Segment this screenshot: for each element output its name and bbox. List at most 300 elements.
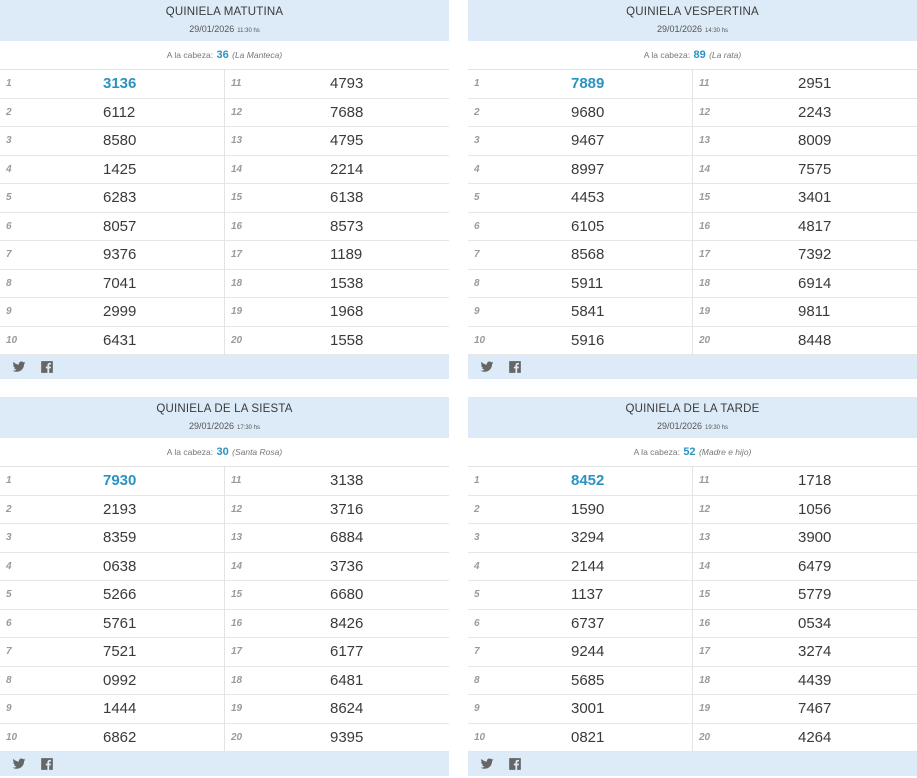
result-number: 7041 [103, 274, 137, 292]
result-position: 4 [474, 163, 480, 175]
result-row [693, 610, 917, 639]
draw-time: 14:30 hs [705, 28, 729, 34]
result-position: 10 [6, 731, 18, 743]
twitter-icon[interactable] [480, 757, 494, 771]
result-row [468, 610, 692, 639]
result-row [468, 695, 692, 724]
card-title: QUINIELA MATUTINA [165, 6, 284, 18]
result-row [0, 638, 224, 667]
twitter-icon[interactable] [12, 360, 26, 374]
card-footer [0, 752, 449, 776]
result-row [0, 524, 224, 553]
cabeza-number: 89 [693, 49, 706, 61]
result-row [468, 327, 692, 356]
result-number: 4453 [571, 189, 605, 207]
result-row [468, 581, 692, 610]
result-number: 8568 [571, 246, 605, 264]
result-position: 4 [6, 560, 12, 572]
result-position: 17 [699, 646, 711, 658]
cabeza-line [468, 41, 917, 70]
twitter-icon[interactable] [12, 757, 26, 771]
result-number: 5916 [571, 331, 605, 349]
result-number: 7575 [798, 160, 832, 178]
quiniela-card [0, 397, 449, 776]
cabeza-label: A la cabeza: [633, 447, 680, 457]
result-number: 1189 [330, 246, 363, 264]
result-number: 6884 [330, 529, 364, 547]
result-row [693, 156, 917, 185]
result-position: 14 [699, 560, 711, 572]
card-header [0, 397, 449, 438]
result-number: 8580 [103, 132, 137, 150]
result-row [0, 70, 224, 99]
result-number: 7521 [103, 643, 137, 661]
card-date [468, 24, 917, 36]
results-column-right [225, 70, 449, 355]
result-position: 20 [231, 334, 243, 346]
result-position: 5 [474, 192, 480, 204]
result-position: 18 [699, 674, 711, 686]
result-number: 5761 [103, 614, 137, 632]
result-position: 15 [231, 589, 243, 601]
result-row [225, 610, 449, 639]
result-number: 6105 [571, 217, 605, 235]
result-number: 5266 [103, 586, 137, 604]
result-row [0, 184, 224, 213]
result-row [225, 327, 449, 356]
result-position: 18 [231, 674, 243, 686]
result-row [225, 667, 449, 696]
result-row [0, 241, 224, 270]
result-number: 7930 [103, 472, 137, 490]
result-position: 12 [231, 106, 243, 118]
result-position: 18 [231, 277, 243, 289]
results-grid [468, 70, 917, 355]
result-position: 7 [474, 646, 480, 658]
quiniela-card [468, 0, 917, 379]
result-position: 20 [231, 731, 243, 743]
result-row [468, 184, 692, 213]
result-row [225, 184, 449, 213]
result-number: 2144 [571, 557, 605, 575]
result-number: 8426 [330, 614, 364, 632]
result-number: 5841 [571, 303, 605, 321]
result-position: 9 [6, 306, 12, 318]
results-column-right [693, 70, 917, 355]
result-row [468, 724, 692, 753]
result-number: 8997 [571, 160, 605, 178]
result-position: 2 [6, 503, 12, 515]
result-position: 16 [699, 617, 711, 629]
draw-time: 19:30 hs [705, 425, 729, 431]
result-number: 1425 [103, 160, 137, 178]
result-number: 3401 [798, 189, 832, 207]
result-number: 3294 [571, 529, 605, 547]
result-number: 8009 [798, 132, 832, 150]
result-row [0, 610, 224, 639]
result-number: 5911 [571, 274, 604, 292]
result-position: 18 [699, 277, 711, 289]
result-row [0, 724, 224, 753]
result-number: 7392 [798, 246, 832, 264]
draw-date: 29/01/2026 [189, 24, 235, 34]
result-number: 3900 [798, 529, 832, 547]
cabeza-number: 36 [216, 49, 229, 61]
cabeza-line [468, 438, 917, 467]
result-position: 6 [474, 617, 480, 629]
result-row [693, 667, 917, 696]
result-number: 3138 [330, 472, 364, 490]
result-position: 15 [699, 192, 711, 204]
card-footer [0, 355, 449, 379]
result-row [225, 496, 449, 525]
result-row [0, 156, 224, 185]
result-row [225, 99, 449, 128]
result-row [693, 467, 917, 496]
results-column-left [0, 70, 225, 355]
result-row [468, 553, 692, 582]
result-position: 5 [6, 192, 12, 204]
result-position: 1 [6, 78, 12, 90]
result-number: 2214 [330, 160, 364, 178]
cabeza-name: (Madre e hijo) [698, 447, 752, 457]
result-row [468, 213, 692, 242]
result-row [468, 241, 692, 270]
twitter-icon[interactable] [480, 360, 494, 374]
result-position: 19 [231, 703, 243, 715]
result-number: 0821 [571, 728, 605, 746]
result-number: 7688 [330, 103, 364, 121]
result-position: 19 [231, 306, 243, 318]
result-number: 6283 [103, 189, 137, 207]
result-row [225, 553, 449, 582]
result-position: 6 [474, 220, 480, 232]
result-position: 19 [699, 306, 711, 318]
cabeza-line [0, 41, 449, 70]
result-row [693, 241, 917, 270]
result-number: 1718 [798, 472, 832, 490]
result-row [693, 638, 917, 667]
result-row [693, 581, 917, 610]
result-number: 8624 [330, 700, 364, 718]
result-row [693, 524, 917, 553]
result-row [468, 156, 692, 185]
result-position: 17 [231, 646, 243, 658]
result-position: 16 [231, 220, 243, 232]
result-position: 14 [231, 560, 243, 572]
result-row [0, 270, 224, 299]
result-position: 10 [6, 334, 18, 346]
result-position: 19 [699, 703, 711, 715]
result-position: 13 [699, 532, 711, 544]
card-header [468, 0, 917, 41]
result-position: 3 [474, 532, 480, 544]
result-number: 6914 [798, 274, 832, 292]
draw-date: 29/01/2026 [188, 421, 234, 431]
result-position: 8 [6, 277, 12, 289]
result-row [468, 298, 692, 327]
result-position: 20 [699, 334, 711, 346]
result-number: 9680 [571, 103, 605, 121]
result-number: 4817 [798, 217, 832, 235]
result-row [225, 241, 449, 270]
facebook-icon[interactable] [40, 757, 54, 771]
cabeza-label: A la cabeza: [166, 447, 214, 457]
result-number: 3136 [103, 75, 137, 93]
result-row [468, 667, 692, 696]
result-position: 3 [474, 135, 480, 147]
cabeza-name: (Santa Rosa) [232, 447, 283, 457]
result-position: 13 [699, 135, 711, 147]
result-position: 8 [474, 277, 480, 289]
result-position: 3 [6, 135, 12, 147]
result-position: 10 [474, 731, 486, 743]
result-number: 1968 [330, 303, 364, 321]
result-number: 6680 [330, 586, 364, 604]
result-row [468, 99, 692, 128]
quiniela-card [468, 397, 917, 776]
result-row [225, 270, 449, 299]
cabeza-label: A la cabeza: [166, 50, 214, 60]
result-position: 2 [474, 106, 480, 118]
result-row [0, 695, 224, 724]
result-position: 2 [6, 106, 12, 118]
result-number: 6737 [571, 614, 605, 632]
result-row [468, 70, 692, 99]
result-number: 5779 [798, 586, 832, 604]
results-column-right [225, 467, 449, 752]
card-title: QUINIELA DE LA TARDE [625, 403, 760, 415]
result-position: 6 [6, 617, 12, 629]
result-number: 1137 [571, 586, 604, 604]
result-row [693, 553, 917, 582]
result-number: 7889 [571, 75, 605, 93]
result-position: 17 [231, 249, 243, 261]
result-number: 9811 [798, 303, 831, 321]
facebook-icon[interactable] [508, 360, 522, 374]
cabeza-line [0, 438, 449, 467]
result-position: 8 [474, 674, 480, 686]
result-number: 6112 [103, 103, 136, 121]
result-row [0, 553, 224, 582]
result-number: 8573 [330, 217, 364, 235]
result-number: 2193 [103, 500, 137, 518]
result-position: 7 [474, 249, 480, 261]
card-date [0, 24, 449, 36]
card-footer [468, 355, 917, 379]
result-position: 5 [474, 589, 480, 601]
result-number: 6138 [330, 189, 364, 207]
result-position: 15 [699, 589, 711, 601]
result-position: 1 [474, 475, 480, 487]
result-row [693, 99, 917, 128]
cabeza-name: (La Manteca) [232, 50, 283, 60]
result-row [0, 298, 224, 327]
result-position: 1 [474, 78, 480, 90]
result-position: 12 [699, 503, 711, 515]
result-position: 2 [474, 503, 480, 515]
result-number: 2999 [103, 303, 137, 321]
result-number: 9395 [330, 728, 364, 746]
result-position: 8 [6, 674, 12, 686]
result-number: 6862 [103, 728, 137, 746]
result-row [225, 724, 449, 753]
result-number: 9467 [571, 132, 605, 150]
results-grid [0, 467, 449, 752]
result-number: 4264 [798, 728, 832, 746]
result-row [225, 581, 449, 610]
result-row [0, 127, 224, 156]
result-row [0, 581, 224, 610]
cabeza-name: (La rata) [709, 50, 742, 60]
result-number: 3716 [330, 500, 364, 518]
result-position: 13 [231, 532, 243, 544]
result-row [225, 524, 449, 553]
result-position: 20 [699, 731, 711, 743]
result-row [0, 467, 224, 496]
result-position: 16 [699, 220, 711, 232]
result-number: 4439 [798, 671, 832, 689]
result-position: 4 [474, 560, 480, 572]
result-row [468, 496, 692, 525]
result-number: 0534 [798, 614, 832, 632]
result-number: 8452 [571, 472, 605, 490]
result-number: 1444 [103, 700, 137, 718]
quiniela-card [0, 0, 449, 379]
result-position: 5 [6, 589, 12, 601]
result-number: 4795 [330, 132, 364, 150]
result-position: 11 [699, 475, 710, 487]
result-number: 6177 [330, 643, 364, 661]
result-row [468, 467, 692, 496]
result-row [0, 99, 224, 128]
results-column-left [0, 467, 225, 752]
card-title: QUINIELA VESPERTINA [626, 6, 759, 18]
result-position: 12 [699, 106, 711, 118]
draw-time: 17:30 hs [237, 425, 261, 431]
card-header [468, 397, 917, 438]
cabeza-label: A la cabeza: [643, 50, 691, 60]
draw-date: 29/01/2026 [656, 421, 702, 431]
result-row [693, 184, 917, 213]
result-position: 1 [6, 475, 12, 487]
result-number: 6431 [103, 331, 137, 349]
result-row [225, 70, 449, 99]
results-column-left [468, 467, 693, 752]
result-position: 3 [6, 532, 12, 544]
card-date [0, 421, 449, 433]
result-number: 8448 [798, 331, 832, 349]
result-row [693, 496, 917, 525]
result-row [0, 213, 224, 242]
cabeza-number: 52 [683, 446, 696, 458]
result-number: 0638 [103, 557, 137, 575]
result-position: 14 [231, 163, 243, 175]
result-row [693, 270, 917, 299]
result-position: 9 [6, 703, 12, 715]
result-number: 1558 [330, 331, 364, 349]
facebook-icon[interactable] [40, 360, 54, 374]
result-position: 17 [699, 249, 711, 261]
card-title: QUINIELA DE LA SIESTA [156, 403, 293, 415]
result-position: 9 [474, 306, 480, 318]
result-row [693, 695, 917, 724]
result-position: 11 [699, 78, 710, 90]
result-row [225, 467, 449, 496]
results-grid [0, 70, 449, 355]
result-position: 4 [6, 163, 12, 175]
result-position: 12 [231, 503, 243, 515]
results-grid [468, 467, 917, 752]
result-row [225, 695, 449, 724]
results-column-left [468, 70, 693, 355]
result-number: 3274 [798, 643, 832, 661]
result-row [0, 667, 224, 696]
card-header [0, 0, 449, 41]
card-date [468, 421, 917, 433]
result-position: 13 [231, 135, 243, 147]
result-position: 14 [699, 163, 711, 175]
result-position: 7 [6, 646, 12, 658]
result-position: 15 [231, 192, 243, 204]
result-row [225, 638, 449, 667]
facebook-icon[interactable] [508, 757, 522, 771]
result-number: 8359 [103, 529, 137, 547]
draw-time: 11:30 hs [237, 28, 260, 34]
result-number: 3001 [571, 700, 605, 718]
cabeza-number: 30 [216, 446, 229, 458]
result-row [468, 127, 692, 156]
result-number: 9244 [571, 643, 605, 661]
result-number: 1538 [330, 274, 364, 292]
result-row [693, 70, 917, 99]
result-number: 1056 [798, 500, 832, 518]
result-position: 6 [6, 220, 12, 232]
result-row [0, 327, 224, 356]
result-number: 6479 [798, 557, 832, 575]
result-row [693, 127, 917, 156]
result-number: 6481 [330, 671, 364, 689]
result-row [693, 724, 917, 753]
result-position: 7 [6, 249, 12, 261]
result-row [225, 127, 449, 156]
result-number: 8057 [103, 217, 137, 235]
result-position: 11 [231, 78, 242, 90]
result-row [693, 327, 917, 356]
result-row [0, 496, 224, 525]
card-footer [468, 752, 917, 776]
result-row [693, 298, 917, 327]
result-position: 10 [474, 334, 486, 346]
result-number: 5685 [571, 671, 605, 689]
result-row [693, 213, 917, 242]
result-row [468, 638, 692, 667]
result-row [468, 524, 692, 553]
result-position: 11 [231, 475, 242, 487]
result-number: 1590 [571, 500, 605, 518]
result-row [225, 298, 449, 327]
result-number: 2951 [798, 75, 832, 93]
results-column-right [693, 467, 917, 752]
result-number: 2243 [798, 103, 832, 121]
result-number: 0992 [103, 671, 137, 689]
result-position: 16 [231, 617, 243, 629]
result-number: 9376 [103, 246, 137, 264]
result-row [225, 213, 449, 242]
result-row [225, 156, 449, 185]
result-number: 7467 [798, 700, 832, 718]
draw-date: 29/01/2026 [656, 24, 702, 34]
